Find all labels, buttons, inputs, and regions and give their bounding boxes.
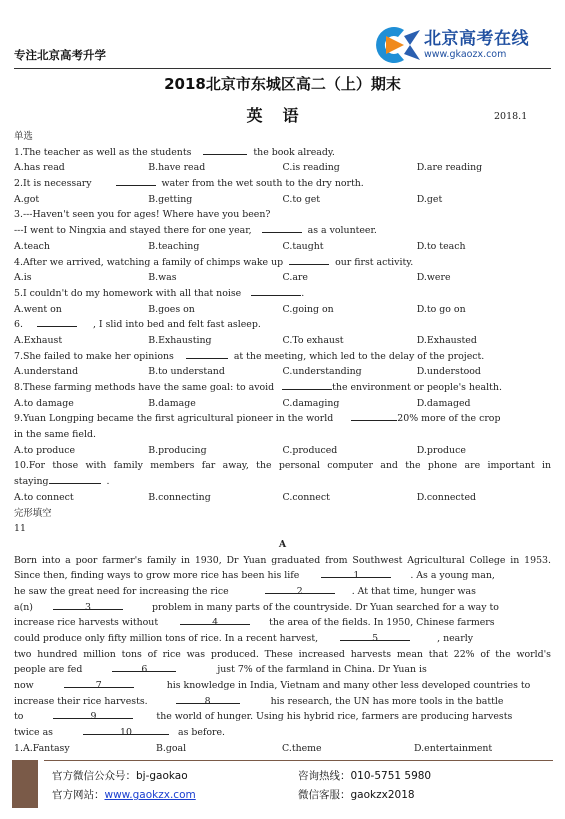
question-3: 3.---Haven't seen you for ages! Where have you been? <box>14 209 271 221</box>
question-7: 7.She failed to make her opinions at the meeting, which led to the delay of the project. <box>14 350 485 362</box>
question-1: 1.The teacher as well as the students the book already. <box>14 146 335 158</box>
footer-service: 微信客服：gaokzx2018 <box>298 789 415 801</box>
exam-date: 2018.1 <box>494 111 528 122</box>
question-5-options: A.went on B.goes on C.going on D.to go on <box>14 303 466 315</box>
blank-number: 2 <box>265 584 335 594</box>
passage-line: now 7 his knowledge in India, Vietnam and many other less developed countries to <box>14 680 531 692</box>
cloze-question-1-options: 1.A.Fantasy B.goal C.theme D.entertainment <box>14 742 493 754</box>
question-1-options: A.has read B.have read C.is reading D.are reading <box>14 162 483 174</box>
passage-line: he saw the great need for increasing the rice 2 . At that time, hunger was <box>14 585 476 597</box>
blank-number: 7 <box>64 678 134 688</box>
question-3-reply: ---I went to Ningxia and stayed there for one year, as a volunteer. <box>14 225 377 237</box>
brand-logo <box>364 22 552 68</box>
section-heading-cloze: 完形填空 <box>14 507 52 519</box>
question-4: 4.After we arrived, watching a family of chimps wake up our first activity. <box>14 256 414 268</box>
passage-line: increase rice harvests without 4 the area of the fields. In 1950, Chinese farmers <box>14 617 495 629</box>
question-number: 11 <box>14 523 26 535</box>
question-10-cont: staying . <box>14 476 110 488</box>
section-heading: 单选 <box>14 131 33 142</box>
exam-body <box>14 129 551 757</box>
question-10: 10.For those with family members far away, the personal computer and the phone are important in <box>14 460 551 472</box>
question-6: 6. , I slid into bed and felt fast asleep. <box>14 319 261 331</box>
blank-number: 9 <box>53 709 133 719</box>
header-divider <box>14 68 551 69</box>
passage-line: Born into a poor farmer's family in 1930, Dr Yuan graduated from Southwest Agricultural College in 1953. <box>14 554 551 566</box>
question-9-cont: in the same field. <box>14 429 96 441</box>
passage-line: a(n) 3 problem in many parts of the countryside. Dr Yuan searched for a way to <box>14 601 499 613</box>
logo-url: www.gkaozx.com <box>424 49 507 60</box>
header-left-text: 专注北京高考升学 <box>14 48 106 62</box>
footer-hotline: 咨询热线：010-5751 5980 <box>298 770 432 782</box>
blank-number: 6 <box>112 662 176 672</box>
footer-accent-bar <box>12 760 38 808</box>
passage-line: increase their rice harvests. 8 his research, the UN has more tools in the battle <box>14 695 504 707</box>
question-5: 5.I couldn't do my homework with all that noise . <box>14 287 305 299</box>
question-2: 2.It is necessary water from the wet south to the dry north. <box>14 178 364 190</box>
question-8-options: A.to damage B.damage C.damaging D.damaged <box>14 397 471 409</box>
subject-title: 英语 <box>246 106 319 125</box>
blank-number: 3 <box>53 600 123 610</box>
passage-label: A <box>278 538 287 550</box>
page-title: 2018北京市东城区高二（上）期末 <box>164 75 401 93</box>
question-9-options: A.to produce B.producing C.produced D.produce <box>14 444 466 456</box>
footer-wechat: 官方微信公众号：bj-gaokao <box>52 770 188 782</box>
passage-line: people are fed 6 just 7% of the farmland in China. Dr Yuan is <box>14 664 427 676</box>
logo-mark-icon <box>364 22 422 68</box>
passage-line: could produce only fifty million tons of rice. In a recent harvest, 5 , nearly <box>14 633 474 644</box>
footer-divider <box>44 760 553 761</box>
footer <box>12 760 553 808</box>
passage-line: twice as 10 as before. <box>14 727 226 739</box>
question-10-options: A.to connect B.connecting C.connect D.connected <box>14 491 476 503</box>
question-6-options: A.Exhaust B.Exhausting C.To exhaust D.Exhausted <box>14 334 477 346</box>
question-8: 8.These farming methods have the same goal: to avoid the environment or people's health. <box>14 382 502 393</box>
question-7-options: A.understand B.to understand C.understanding D.understood <box>14 366 481 378</box>
question-3-options: A.teach B.teaching C.taught D.to teach <box>14 240 466 252</box>
passage-line: to 9 the world of hunger. Using his hybrid rice, farmers are producing harvests <box>14 711 513 723</box>
question-2-options: A.got B.getting C.to get D.get <box>14 193 443 205</box>
website-link[interactable]: www.gaokzx.com <box>104 789 196 801</box>
blank-number: 1 <box>321 568 391 578</box>
blank-number: 10 <box>83 725 169 735</box>
passage-line: two hundred million tons of rice was produced. These increased harvests mean that 22% of the world's <box>14 648 551 660</box>
blank-number: 4 <box>180 615 250 625</box>
passage-line: Since then, finding ways to grow more rice has been his life 1 . As a young man, <box>14 570 495 582</box>
logo-text: 北京高考在线 <box>424 29 529 49</box>
blank-number: 5 <box>340 631 410 641</box>
question-4-options: A.is B.was C.are D.were <box>14 272 451 284</box>
blank-number: 8 <box>176 694 240 704</box>
question-9: 9.Yuan Longping became the first agricultural pioneer in the world 20% more of the crop <box>14 413 501 425</box>
footer-website: 官方网站：www.gaokzx.com <box>52 789 196 801</box>
